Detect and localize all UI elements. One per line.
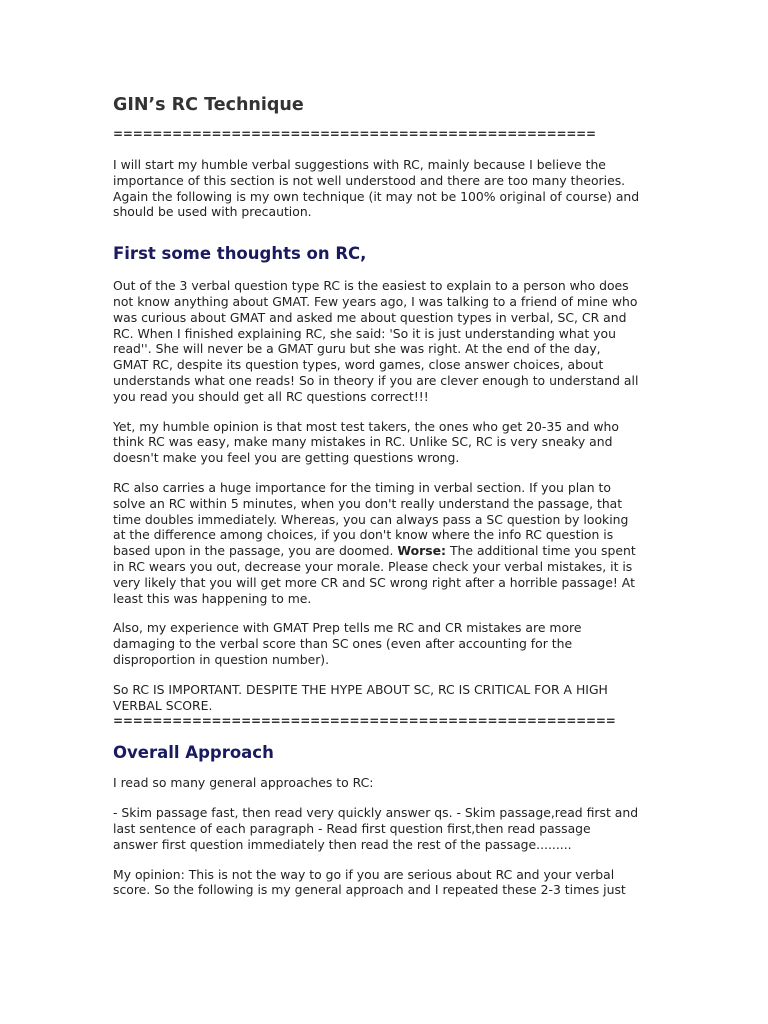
thoughts-paragraph-2 <box>113 419 658 466</box>
text-line: should be used with precaution. <box>113 204 312 220</box>
text-line: last sentence of each paragraph - Read first question first,then read passage <box>113 820 591 836</box>
text-line: answer first question immediately then read the rest of the passage......... <box>113 836 572 852</box>
text-line: not know anything about GMAT. Few years ago, I was talking to a friend of mine who <box>113 293 638 309</box>
text-line: RC also carries a huge importance for the timing in verbal section. If you plan to <box>113 479 611 495</box>
text-line: score. So the following is my general approach and I repeated these 2-3 times just <box>113 882 626 898</box>
text-line: Again the following is my own technique (it may not be 100% original of course) and <box>113 188 640 204</box>
intro-paragraph <box>113 157 658 220</box>
text-line: So RC IS IMPORTANT. DESPITE THE HYPE ABOUT SC, RC IS CRITICAL FOR A HIGH <box>113 681 608 697</box>
page-title: GIN’s RC Technique <box>113 95 304 115</box>
separator-bottom: =================================================== <box>113 714 616 729</box>
text-line: read''. She will never be a GMAT guru but she was right. At the end of the day, <box>113 341 601 357</box>
text-line: I will start my humble verbal suggestions with RC, mainly because I believe the <box>113 157 606 172</box>
thoughts-paragraph-4 <box>113 620 658 667</box>
worse-label: Worse: <box>397 543 447 559</box>
document-page <box>113 95 658 898</box>
text-line: - Skim passage fast, then read very quickly answer qs. - Skim passage,read first and <box>113 805 639 821</box>
text-fragment: based upon in the passage, you are doomed. <box>113 543 398 559</box>
approach-paragraph-1: I read so many general approaches to RC: <box>113 775 374 791</box>
text-line: at the difference among choices, if you don't know where the info RC question is <box>113 527 614 543</box>
text-line: very likely that you will get more CR and SC wrong right after a horrible passage! At <box>113 574 635 590</box>
text-line <box>113 543 658 559</box>
text-line: GMAT RC, despite its question types, word games, close answer choices, about <box>113 357 604 373</box>
section-heading-approach: Overall Approach <box>113 743 274 763</box>
text-line: solve an RC within 5 minutes, when you don't really understand the passage, that <box>113 495 623 511</box>
text-line: Yet, my humble opinion is that most test takers, the ones who get 20-35 and who <box>113 418 619 434</box>
text-line: understands what one reads! So in theory if you are clever enough to understand all <box>113 372 639 388</box>
approach-paragraph-2 <box>113 805 658 852</box>
approach-paragraph-3 <box>113 867 658 899</box>
text-line: time doubles immediately. Whereas, you can always pass a SC question by looking <box>113 511 629 527</box>
text-line: RC. When I finished explaining RC, she said: 'So it is just understanding what you <box>113 325 616 341</box>
thoughts-paragraph-5 <box>113 682 658 714</box>
section-heading-thoughts: First some thoughts on RC, <box>113 244 367 264</box>
thoughts-paragraph-1 <box>113 278 658 404</box>
text-line: least this was happening to me. <box>113 590 312 606</box>
thoughts-paragraph-3 <box>113 480 658 606</box>
separator-top: ================================================= <box>113 127 596 141</box>
text-line: in RC wears you out, decrease your morale. Please check your verbal mistakes, it is <box>113 558 633 574</box>
text-line: you read you should get all RC questions correct!!! <box>113 388 429 404</box>
text-line: disproportion in question number). <box>113 651 330 667</box>
text-line: was curious about GMAT and asked me about question types in verbal, SC, CR and <box>113 309 627 325</box>
text-line: doesn't make you feel you are getting questions wrong. <box>113 450 460 466</box>
text-line: Out of the 3 verbal question type RC is the easiest to explain to a person who does <box>113 278 629 294</box>
text-line: damaging to the verbal score than SC ones (even after accounting for the <box>113 636 573 652</box>
text-line: VERBAL SCORE. <box>113 697 213 713</box>
text-line: think RC was easy, make many mistakes in RC. Unlike SC, RC is very sneaky and <box>113 434 613 450</box>
text-line: Also, my experience with GMAT Prep tells me RC and CR mistakes are more <box>113 620 582 636</box>
text-line: My opinion: This is not the way to go if you are serious about RC and your verbal <box>113 866 615 882</box>
text-fragment: The additional time you spent <box>446 543 636 559</box>
text-line: importance of this section is not well understood and there are too many theories. <box>113 172 626 188</box>
